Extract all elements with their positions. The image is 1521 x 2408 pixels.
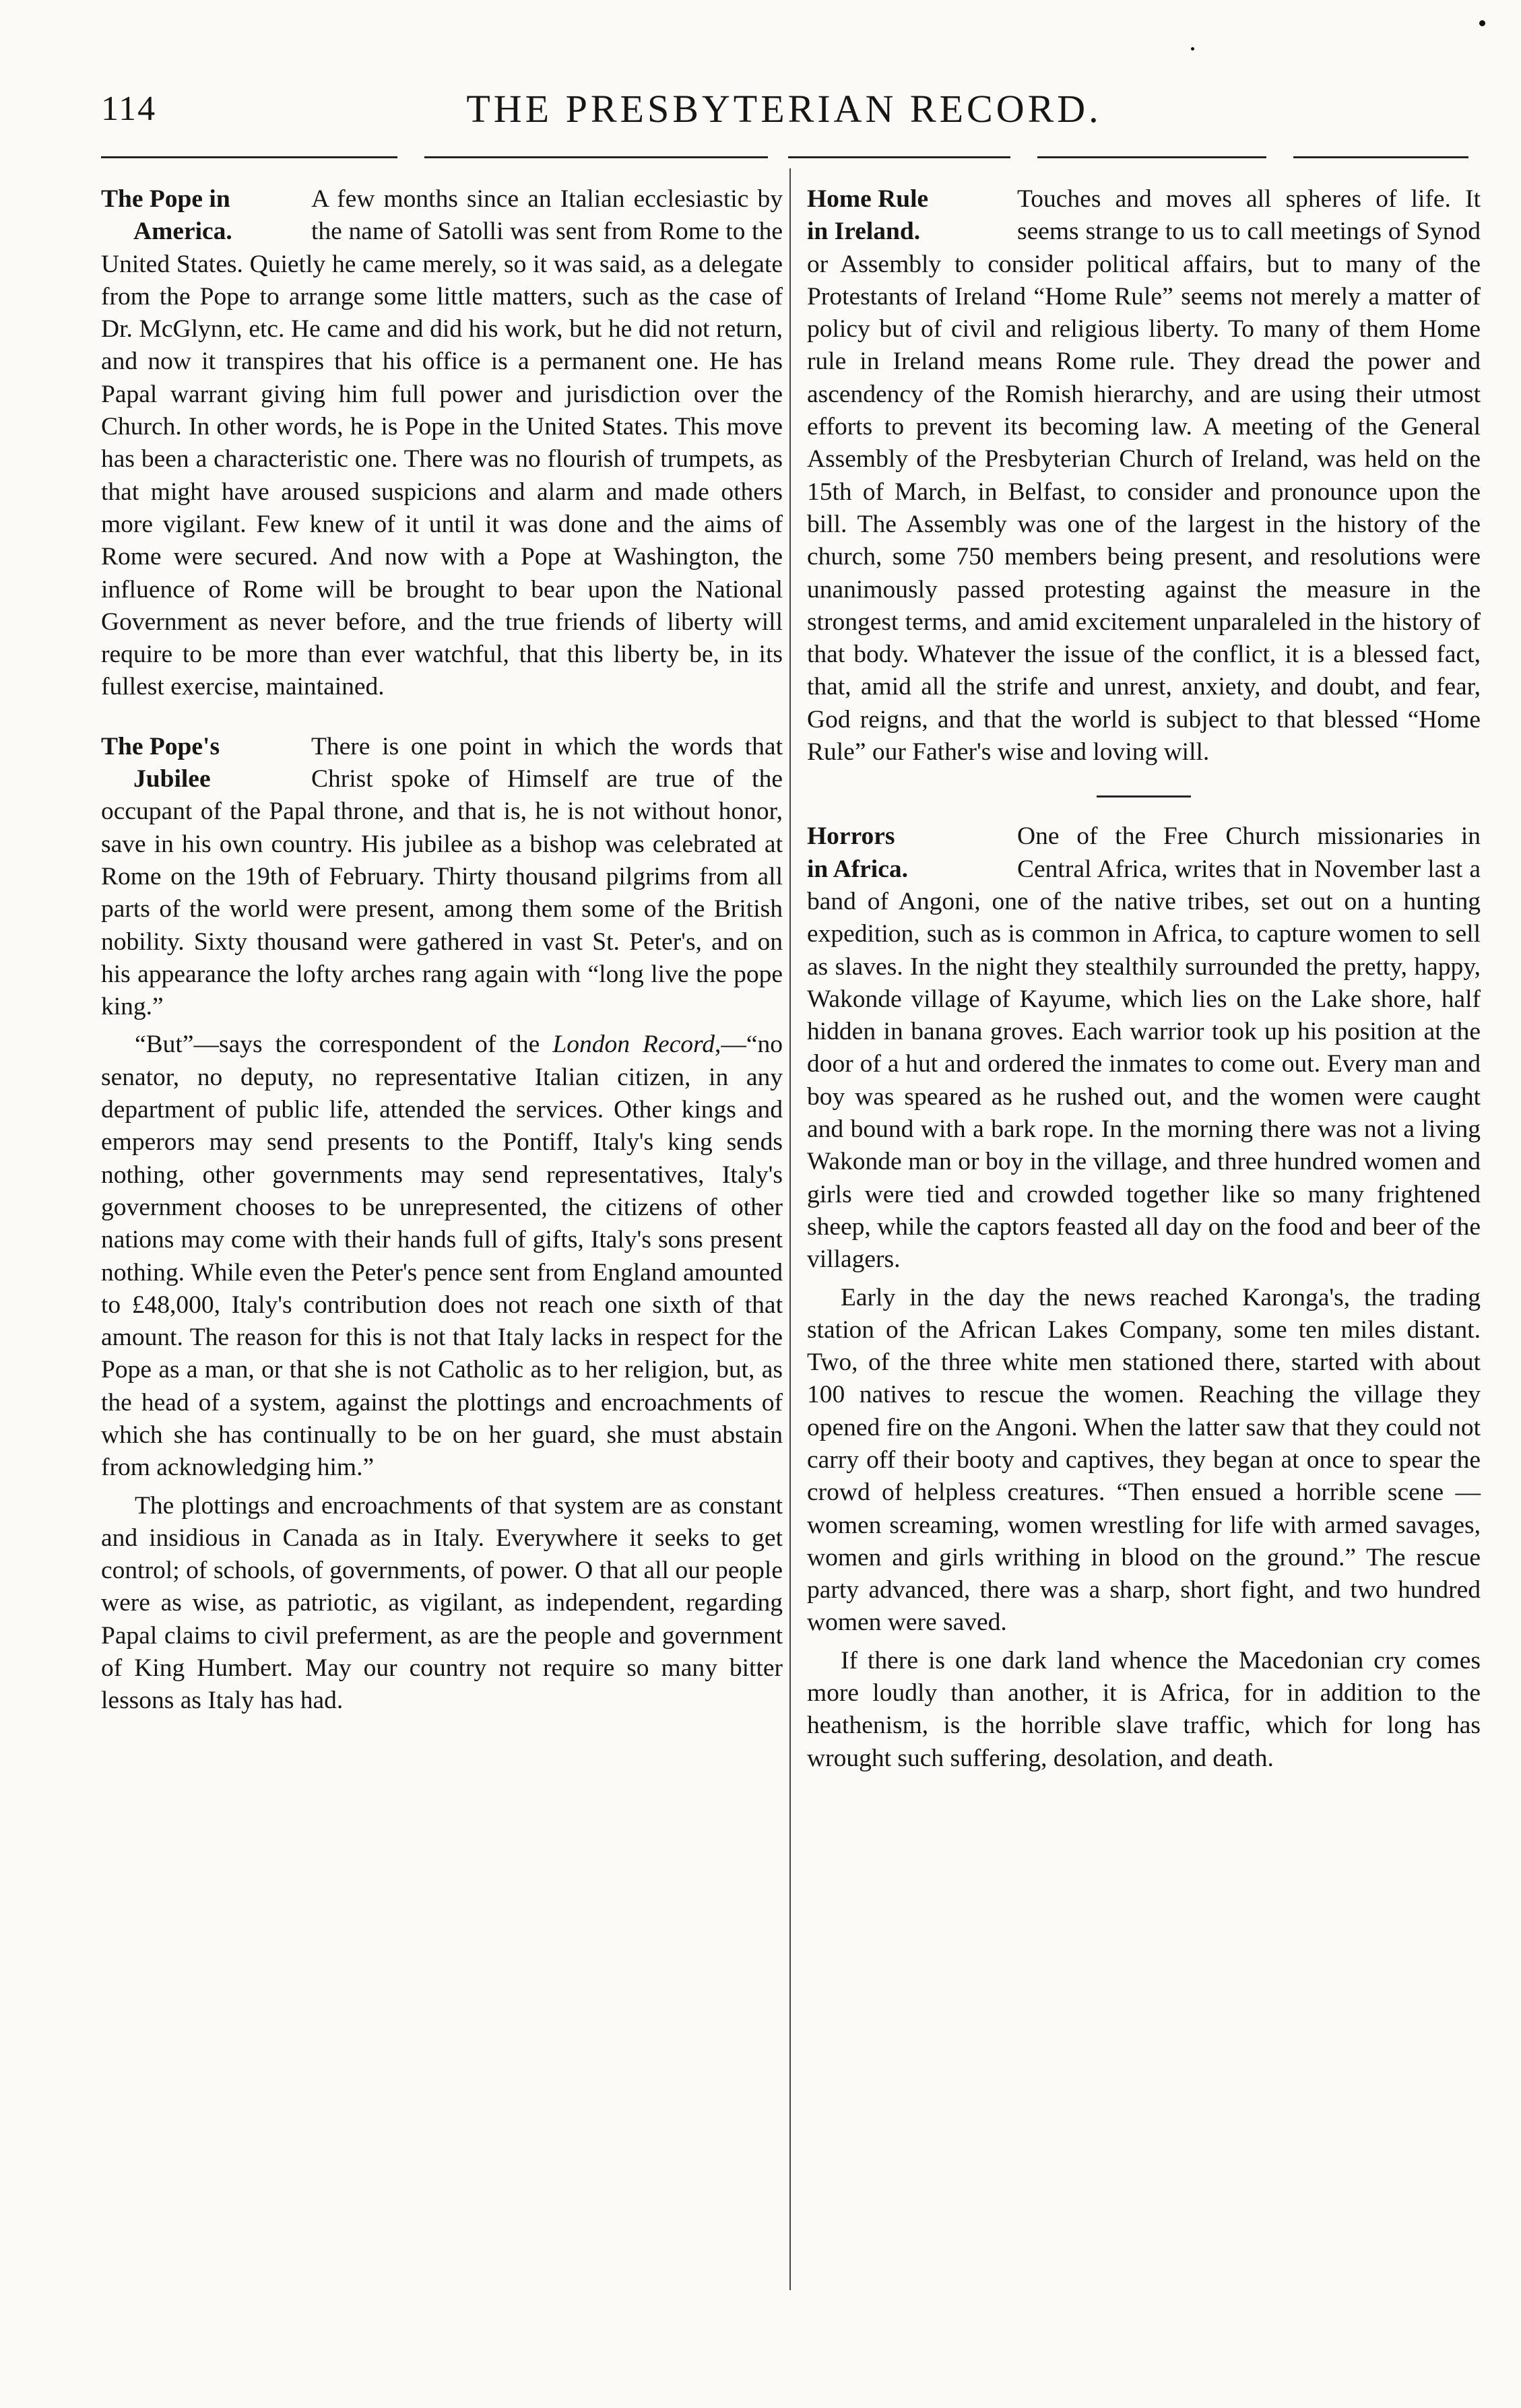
header-rule-gap <box>768 150 788 164</box>
side-heading-line: The Pope's <box>101 732 220 760</box>
article-paragraph: A few months since an Italian ecclesiastic by the name of Satolli was sent from Rome to the United States. Quietly he came merely, so it was said, as a delegate from the Pope to arrange some little matters, such as the case of Dr. McGlynn, etc. He came and did his work, but he did not return, and now it transpires that his office is a permanent one. He has Papal warrant giving him full power and jurisdiction over the Church. In other words, he is Pope in the United States. This move has been a characteristic one. There was no flourish of trumpets, as that might have aroused suspicions and alarm and made others more vigilant. Few knew of it until it was done and the aims of Rome were secured. And now with a Pope at Washington, the influence of Rome will be brought to bear upon the National Government as never before, and the true friends of liberty will require to be more than ever watchful, that this liberty be, in its fullest exercise, maintained. <box>101 185 783 701</box>
page-number: 114 <box>101 90 157 128</box>
side-heading <box>807 820 1009 886</box>
section-rule <box>1097 795 1191 798</box>
article-paragraph: If there is one dark land whence the Macedonian cry comes more loudly than another, it is Africa, for in addition to the heathenism, is the horrible slave traffic, which for long has wrought such suffering, desolation, and death. <box>807 1646 1481 1772</box>
article-pope-in-america <box>101 183 783 704</box>
article-paragraph: The plottings and encroachments of that system are as constant and insidious in Canada as in Italy. Everywhere it seeks to get control; of schools, of governments, of power. O that all our people were as wise, as patriotic, as vigilant, as independent, regarding Papal claims to civil preferment, as are the people and government of King Humbert. May our country not require so many bitter lessons as Italy has had. <box>101 1491 783 1715</box>
quoted-paragraph <box>101 1029 783 1484</box>
side-heading-line: The Pope in <box>101 185 230 213</box>
quote-lead-text: “But”—says the correspondent of the <box>135 1031 553 1059</box>
right-column <box>807 183 1481 1802</box>
newspaper-name: London Record <box>552 1031 715 1059</box>
article-paragraph: Touches and moves all spheres of life. It seems strange to us to call meetings of Synod or Assembly to consider political affairs, but to many of the Protestants of Ireland “Home Rule” seems not merely a matter of policy but of civil and religious liberty. To many of them Home rule in Ireland means Rome rule. They dread the power and ascendency of the Romish hierarchy, and are using their utmost efforts to prevent its becoming law. A meeting of the General Assembly of the Presbyterian Church of Ireland, was held on the 15th of March, in Belfast, to consider and pronounce upon the bill. The Assembly was one of the largest in the history of the church, some 750 members being present, and resolutions were unanimously passed protesting against the measure in the strongest terms, and amid excitement unparaleled in the history of that body. Whatever the issue of the conflict, it is a blessed fact, that, amid all the strife and unrest, anxiety, and doubt, and fear, God reigns, and that the world is subject to that blessed “Home Rule” our Father's wise and loving will. <box>807 185 1481 767</box>
column-divider <box>789 168 791 2290</box>
side-heading <box>101 183 303 249</box>
side-heading <box>807 183 1009 249</box>
header-rule-gap <box>1010 150 1037 164</box>
side-heading-line: Jubilee <box>133 765 211 793</box>
article-horrors-in-africa <box>807 820 1481 1775</box>
print-speck <box>1479 20 1485 26</box>
header-rule-gap <box>397 150 424 164</box>
header-rule-gap <box>1266 150 1293 164</box>
page-header <box>101 79 1467 147</box>
side-heading-line: Horrors <box>807 822 895 851</box>
article-paragraph: Early in the day the news reached Karonga's, the trading station of the African Lakes Company, some ten miles distant. Two, of the three white men stationed there, started with about 100 natives to rescue the women. Reaching the village they opened fire on the Angoni. When the latter saw that they could not carry off their booty and captives, they began at once to spear the crowd of helpless creatures. “Then ensued a horrible scene — women screaming, women wrestling for life with armed savages, women and girls writhing in blood on the ground.” The rescue party advanced, there was a sharp, short fight, and two hundred women were saved. <box>807 1283 1481 1637</box>
left-column <box>101 183 783 1745</box>
quote-body-text: ,—“no senator, no deputy, no representative Italian citizen, in any department of public life, attended the services. Other kings and emperors may send presents to the Pontiff, Italy's king sends nothing, other governments may send representatives, Italy's government chooses to be unrepresented, the citizens of other nations may come with their hands full of gifts, Italy's sons present nothing. While even the Peter's pence sent from England amounted to £48,000, Italy's contribution does not reach one sixth of that amount. The reason for this is not that Italy lacks in respect for the Pope as a man, or that she is not Catholic as to her religion, but, as the head of a system, against the plottings and encroachments of which she has continually to be on her guard, she must abstain from acknowledging him.” <box>101 1031 783 1482</box>
article-paragraph: One of the Free Church missionaries in Central Africa, writes that in November last a band of Angoni, one of the native tribes, set out on a hunting expedition, such as is common in Africa, to capture women to sell as slaves. In the night they stealthily surrounded the pretty, happy, Wakonde village of Kayume, which lies on the Lake shore, half hidden in banana groves. Each warrior took up his position at the door of a hut and ordered the inmates to come out. Every man and boy was speared as he rushed out, and the women were caught and bound with a bark rope. In the morning there was not a living Wakonde man or boy in the village, and three hundred women and girls were tied and crowded together like so many frightened sheep, while the captors feasted all day on the food and beer of the villagers. <box>807 822 1481 1274</box>
print-speck <box>1191 47 1194 51</box>
article-paragraph: There is one point in which the words that Christ spoke of Himself are true of the occupant of the Papal throne, and that is, he is not without honor, save in his own country. His jubilee as a bishop was celebrated at Rome on the 19th of February. Thirty thousand pilgrims from all parts of the world were present, among them some of the British nobility. Sixty thousand were gathered in vast St. Peter's, and on his appearance the lofty arches rang again with “long live the pope king.” <box>101 732 783 1021</box>
side-heading-line: America. <box>133 218 232 246</box>
side-heading-line: Home Rule <box>807 185 929 213</box>
side-heading-line: in Africa. <box>807 855 908 883</box>
article-popes-jubilee <box>101 731 783 1718</box>
side-heading-line: in Ireland. <box>807 218 921 246</box>
page-title: THE PRESBYTERIAN RECORD. <box>466 87 1102 131</box>
side-heading <box>101 731 303 796</box>
article-home-rule <box>807 183 1481 769</box>
